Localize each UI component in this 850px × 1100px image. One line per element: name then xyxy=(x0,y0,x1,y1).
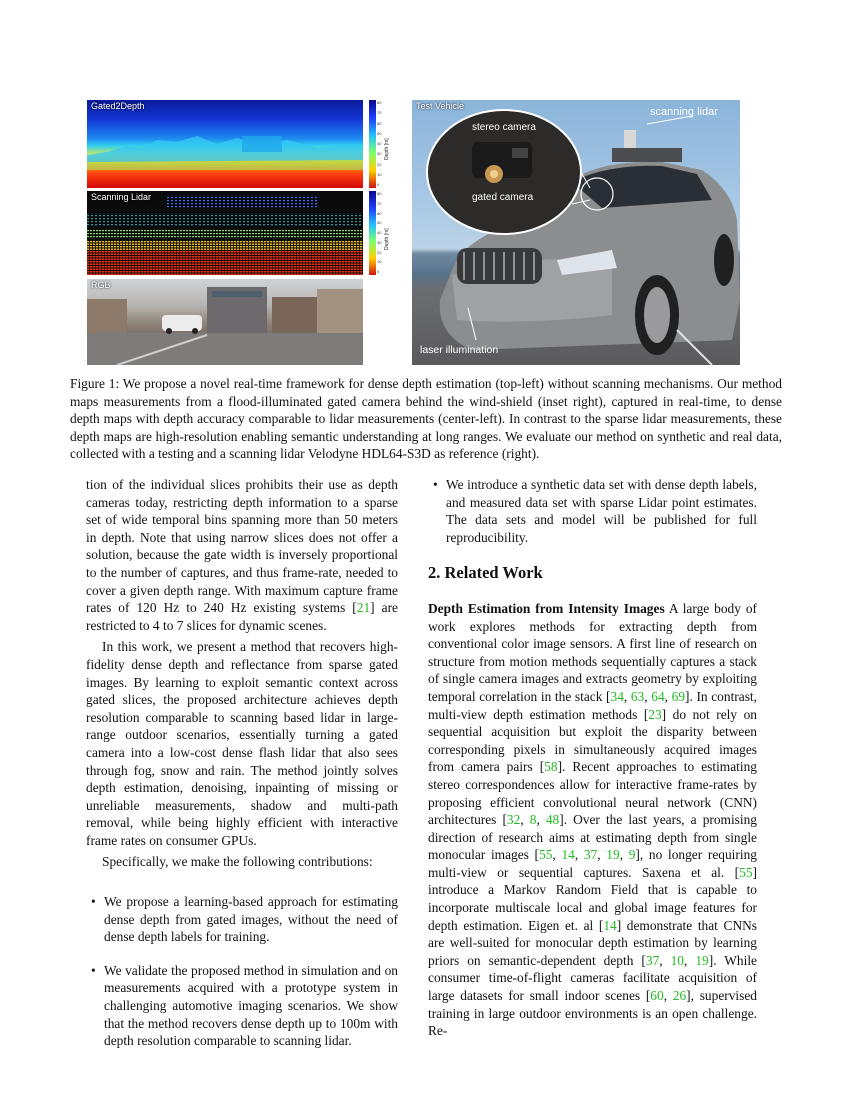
colorbar-top xyxy=(369,100,376,188)
colorbar-tick-label: 40 xyxy=(377,230,382,235)
paragraph-text: ]. In contrast, multi-view depth estimation methods [ xyxy=(428,688,757,722)
colorbar-tick-label: 60 xyxy=(377,210,382,216)
paragraph-contributions-intro: Specifically, we make the following contributions: xyxy=(102,854,373,870)
citation-link[interactable]: 26 xyxy=(672,988,687,1004)
colorbar-tick-label: 70 xyxy=(377,110,382,116)
bullet-marker: • xyxy=(91,962,96,978)
bullet-marker: • xyxy=(433,477,438,492)
citation-link[interactable]: 55 xyxy=(739,864,753,880)
contribution-item-2 xyxy=(86,962,398,1050)
citation-link[interactable]: 9 xyxy=(628,847,636,863)
citation-link[interactable]: 37 xyxy=(645,952,660,968)
citation-link[interactable]: 58 xyxy=(544,759,558,775)
rgb-label: RGB xyxy=(91,280,111,290)
citation-link[interactable]: 23 xyxy=(648,706,662,722)
lidar-panel xyxy=(87,191,363,275)
colorbar-tick-label: 80 xyxy=(377,191,382,196)
vehicle-photo xyxy=(412,100,740,365)
paragraph-text: ] do not rely on sequential acquisition but exploit the disparity between corresponding pixels in simultaneously acquired images from camera pairs [ xyxy=(428,706,757,775)
paragraph-text: ]. Over the last years, a promising direction of research aims at estimating depth from single monocular images [ xyxy=(428,812,757,863)
citation-link[interactable]: 14 xyxy=(561,847,575,863)
rgb-panel xyxy=(87,279,363,365)
colorbar-tick-label: 20 xyxy=(377,249,382,255)
gated2depth-label: Gated2Depth xyxy=(91,101,145,111)
colorbar-tick-label: 40 xyxy=(377,141,382,146)
paragraph-text: ] demonstrate that CNNs are well-suited for monocular depth estimation by learning priors on semantic-dependent depth [ xyxy=(428,917,757,968)
citation-link[interactable]: 8 xyxy=(529,812,537,828)
gated-camera-annotation: gated camera xyxy=(472,192,534,203)
citation-link[interactable]: 48 xyxy=(545,812,560,828)
right-column xyxy=(428,476,757,1040)
citation-link[interactable]: 14 xyxy=(603,917,617,933)
colorbar-bottom-title: Depth [m] xyxy=(384,228,390,250)
lidar-label: Scanning Lidar xyxy=(91,192,152,202)
colorbar-tick-label: 0 xyxy=(377,182,380,187)
citation-link[interactable]: 60 xyxy=(650,988,664,1004)
left-column xyxy=(86,476,398,1050)
gated2depth-depthmap xyxy=(87,100,363,188)
citation-link[interactable]: 34 xyxy=(610,688,624,704)
contribution-text: We propose a learning-based approach for estimating dense depth from gated images, without the need of dense depth labels for training. xyxy=(104,894,398,945)
colorbar-tick-label: 10 xyxy=(377,171,382,177)
figure-caption: Figure 1: We propose a novel real-time framework for dense depth estimation (top-left) without scanning mechanisms. Our method maps measurements from a flood-illuminated gated camera behind the wind-shield (inset right), captured in real-time, to dense depth maps with depth accuracy comparable to lidar measurements (center-left). In contrast to the sparse lidar measurements, these depth maps are high-resolution enabling semantic understanding at long ranges. We evaluate our method on synthetic and real data, collected with a testing and a scanning lidar Velodyne HDL64-S3D as reference (right). xyxy=(70,376,782,462)
paragraph-text: ]. Recent approaches to estimating stereo correspondences allow for interactive frame-rates by proposing efficient convolutional neural network (CNN) architectures [ xyxy=(428,759,757,828)
bullet-marker: • xyxy=(91,894,96,910)
colorbar-tick-label: 0 xyxy=(377,269,380,274)
lidar-scan-points xyxy=(87,191,363,275)
contribution-text: We introduce a synthetic data set with dense depth labels, and measured data set with sparse Lidar point estimates. The data sets and model will be published for full reproducibility. xyxy=(446,477,757,545)
paragraph-text: ], no longer requiring multi-view or sequential captures. Saxena et al. [ xyxy=(428,847,757,880)
contribution-text: We validate the proposed method in simulation and on measurements acquired with a prototype system in challenging automotive imaging scenarios. We show that the method recovers dense depth up to 100m with depth resolution comparable to scanning lidar. xyxy=(104,962,398,1049)
section-heading-related-work: 2. Related Work xyxy=(428,563,543,583)
citation-link[interactable]: 69 xyxy=(671,688,686,704)
paragraph-text: ]. While consumer time-of-flight cameras facilitate acquisition of large datasets for small indoor scenes [ xyxy=(428,952,758,1004)
colorbar-tick-label: 20 xyxy=(377,161,382,167)
contribution-item-3 xyxy=(428,476,757,546)
stereo-camera-annotation: stereo camera xyxy=(472,122,536,133)
citation-link[interactable]: 10 xyxy=(670,952,684,968)
colorbar-tick-label: 50 xyxy=(377,220,382,226)
citation-link[interactable]: 19 xyxy=(695,952,709,968)
rgb-street-scene xyxy=(87,279,363,365)
vehicle-panel xyxy=(412,100,740,365)
colorbar-tick-label: 70 xyxy=(377,200,382,206)
colorbar-tick-label: 10 xyxy=(377,259,382,265)
colorbar-tick-label: 80 xyxy=(377,100,382,105)
colorbar-tick-label: 50 xyxy=(377,130,382,136)
colorbar-tick-label: 60 xyxy=(377,120,382,126)
paragraph-text: tion of the individual slices prohibits their use as depth cameras today, restricting depth information to a sparse set of wide temporal bins spanning more than 50 meters in depth. Note that using narrow slices does not offer a solution, because the gate width is inversely proportional to the number of captures, and thus frame-rate, needed to cover a given depth range. With maximum capture frame rates of 120 Hz to 240 Hz existing systems [ xyxy=(86,477,398,616)
vehicle-label: Test Vehicle xyxy=(416,101,465,111)
citation-link[interactable]: 32 xyxy=(506,812,521,828)
citation-link[interactable]: 37 xyxy=(583,847,598,863)
citation-link[interactable]: 19 xyxy=(606,847,620,863)
paragraph-text: ] are restricted to 4 to 7 slices for dynamic scenes. xyxy=(86,600,398,633)
paragraph-depth-estimation: Depth Estimation from Intensity Images A large body of work explores methods for extracting depth from conventional color image sensors. A first line of research on structure from motion methods sequentially captures a stack of single camera images and extracts geometry by exploiting temporal correlation in the stack [34, 63, 64, 69]. In contrast, multi-view depth estimation methods [23] do not rely on sequential acquisition but exploit the disparity between corresponding pixels in simultaneously acquired images from camera pairs [58]. Recent approaches to estimating stereo correspondences allow for interactive frame-rates by proposing efficient convolutional neural network (CNN) architectures [32, 8, 48]. Over the last years, a promising direction of research aims at estimating depth from single monocular images [55, 14, 37, 19, 9], no longer requiring multi-view or sequential captures. Saxena et al. [55] introduce a Markov Random Field that is capable to incorporate multiscale local and global image features for depth estimation. Eigen et. al [14] demonstrate that CNNs are well-suited for monocular depth estimation by learning priors on semantic-dependent depth [37, 10, 19]. While consumer time-of-flight cameras facilitate acquisition of large datasets for small indoor scenes [60, 26], supervised training in large outdoor environments is an open challenge. Re- xyxy=(428,600,758,1039)
paragraph-text: ], supervised training in large outdoor environments is an open challenge. Re- xyxy=(428,988,757,1039)
laser-illumination-annotation: laser illumination xyxy=(420,344,499,356)
colorbar-bottom xyxy=(369,191,376,275)
scanning-lidar-annotation: scanning lidar xyxy=(650,106,718,118)
contribution-item-1 xyxy=(86,893,398,946)
paragraph-this-work: In this work, we present a method that recovers high-fidelity dense depth and reflectance from sparse gated images. By learning to exploit semantic context across gated slices, the proposed architecture achieves depth resolution comparable to scanning based lidar in large-range outdoor scenarios, essentially turning a gated camera into a low-cost dense flash lidar that also sees through fog, snow and rain. The method jointly solves depth estimation, denoising, inpainting of missing or unreliable measurements, shadow and multi-path removal, while being highly efficient with interactive frame rates on consumer GPUs. xyxy=(86,639,398,848)
paragraph-continuation xyxy=(86,476,398,634)
paragraph-text: A large body of work explores methods for extracting depth from conventional color image sensors. A first line of research on structure from motion methods sequentially captures a stack of single camera images and extracts geometry by exploiting temporal correlation in the stack [ xyxy=(428,600,757,704)
citation-link[interactable]: 64 xyxy=(651,688,665,704)
runin-heading: Depth Estimation from Intensity Images xyxy=(428,600,665,616)
gated2depth-panel xyxy=(87,100,363,188)
colorbar-top-title: Depth [m] xyxy=(384,138,390,160)
citation-link[interactable]: 21 xyxy=(356,600,371,616)
colorbar-tick-label: 30 xyxy=(377,239,382,245)
paragraph-text: ] introduce a Markov Random Field that is capable to incorporate multiscale local and global image features for depth estimation. Eigen et. al [ xyxy=(428,864,757,933)
citation-link[interactable]: 63 xyxy=(630,688,645,704)
citation-link[interactable]: 55 xyxy=(539,847,553,863)
colorbar-tick-label: 30 xyxy=(377,151,382,157)
